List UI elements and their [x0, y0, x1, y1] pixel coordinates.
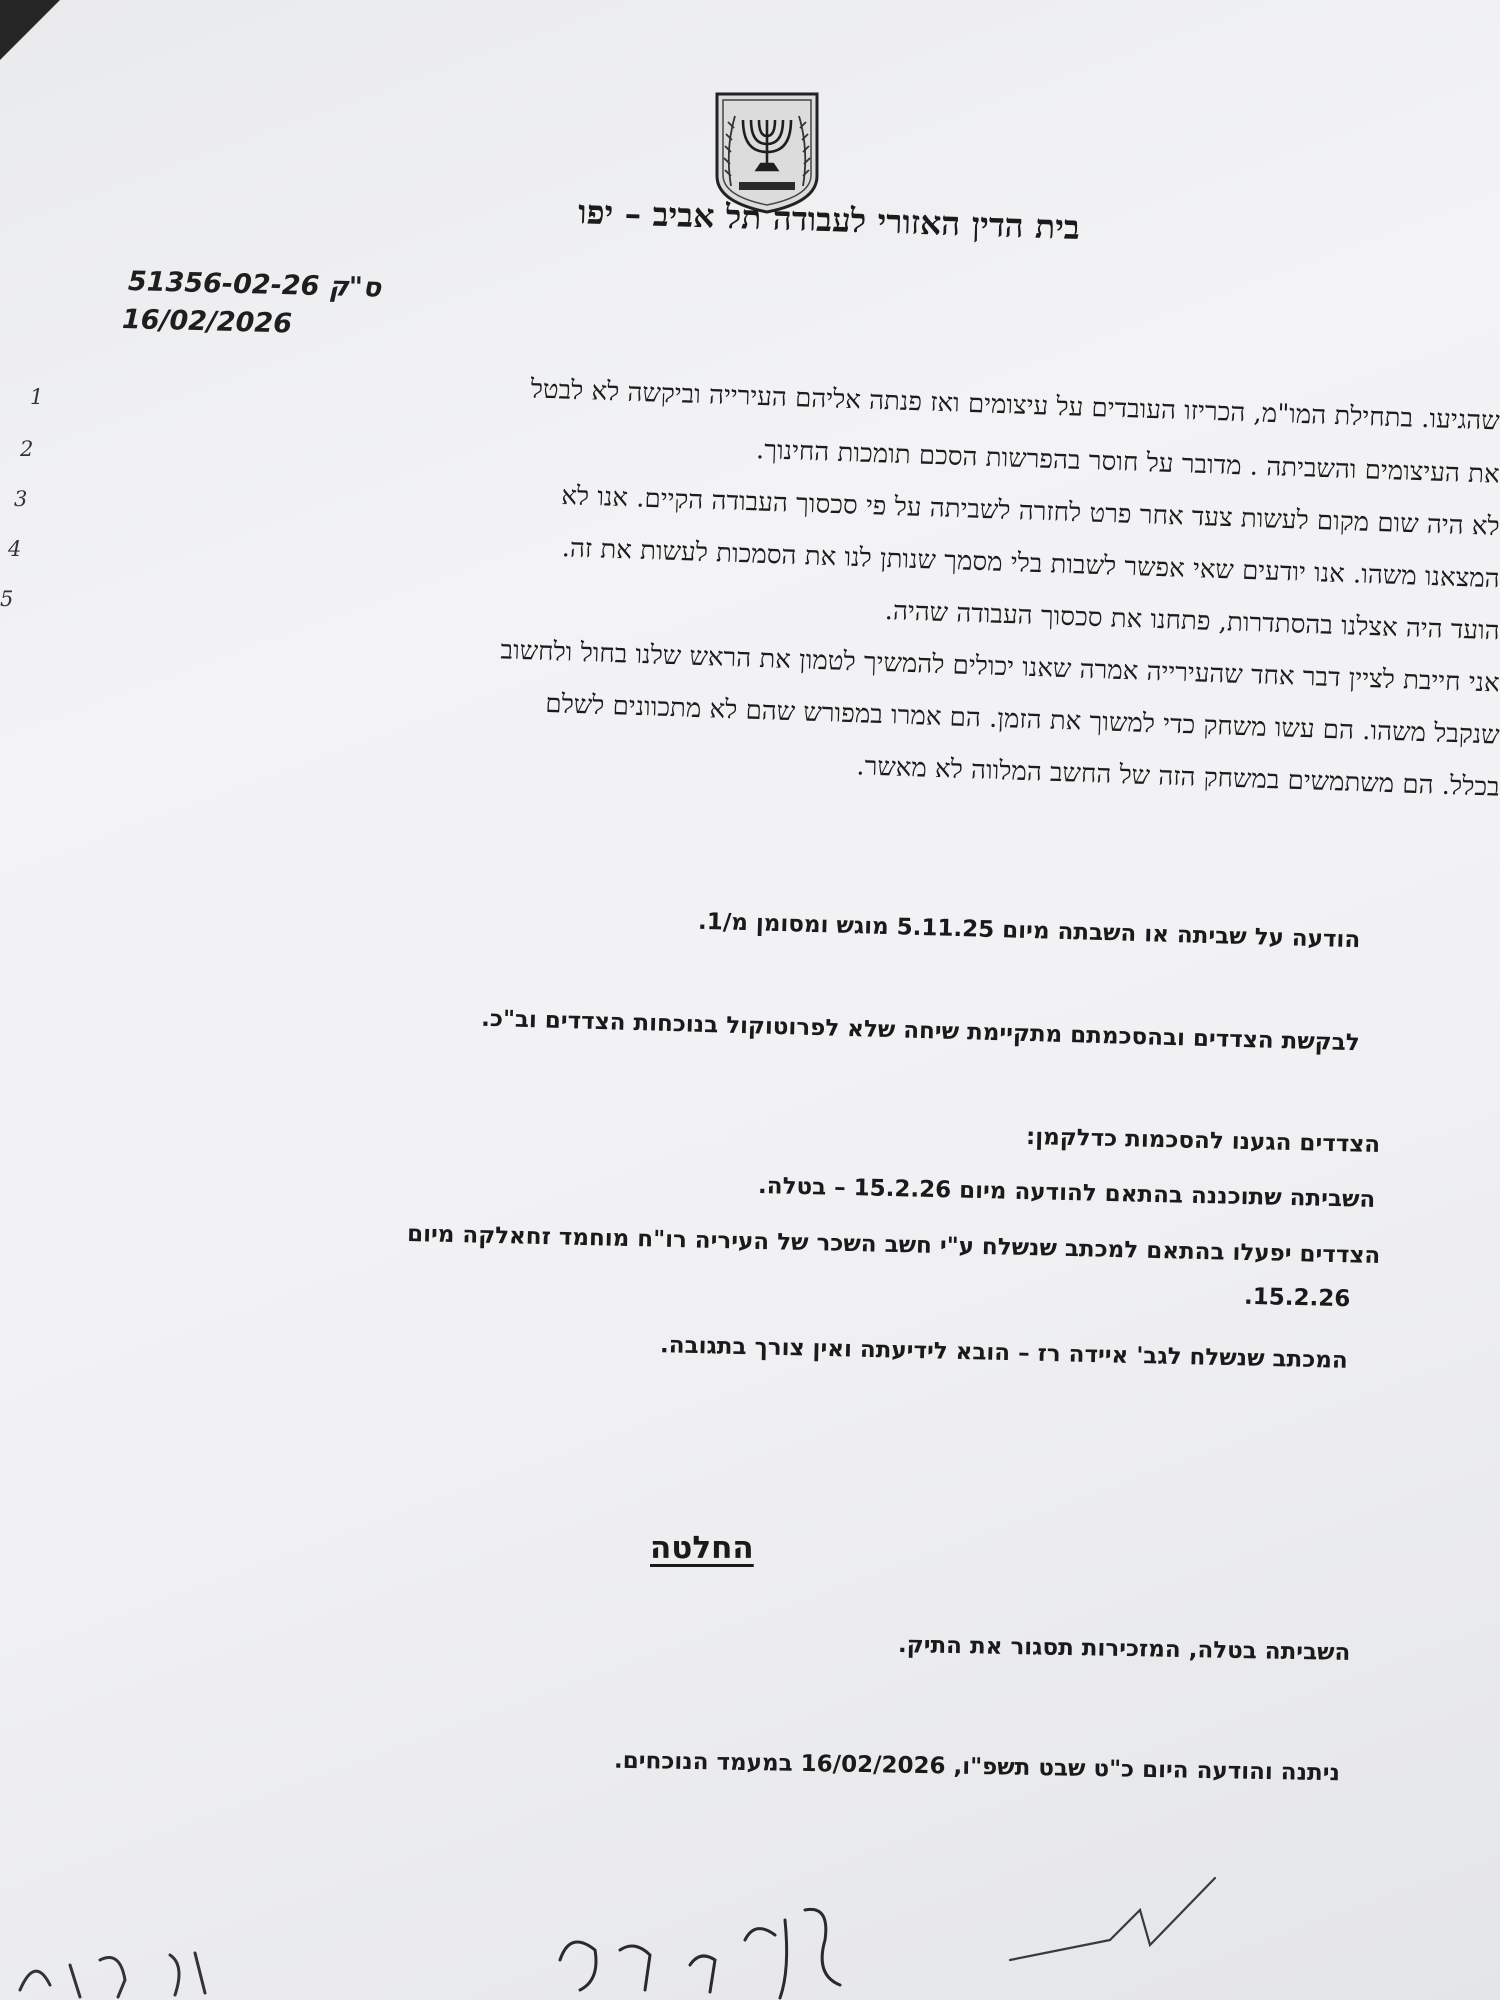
line-number: 1 — [30, 385, 44, 409]
protocol-line: אני חייבת לציין דבר אחד שהעירייה אמרה שאנו יכולים להמשיך לטמון את הראש שלנו בחול ולחשוב — [500, 635, 1500, 699]
page-corner-shadow — [0, 0, 60, 60]
agreements-intro: הצדדים הגענו להסכמות כדלקמן: — [1025, 1123, 1381, 1159]
judge-signature-icon — [540, 1880, 860, 2000]
protocol-line: הועד היה אצלנו בהסתדרות, פתחנו את סכסוך העבודה שהיה. — [884, 595, 1500, 647]
request-line: לבקשת הצדדים ובהסכמתם מתקיימת שיחה שלא לפרוטוקול בנוכחות הצדדים וב"כ. — [481, 1005, 1361, 1057]
decision-heading: החלטה — [650, 1530, 754, 1566]
protocol-line: את העיצומים והשביתה . מדובר על חוסר בהפרשות הסכם תומכות החינוך. — [755, 435, 1500, 490]
court-name: בית הדין האזורי לעבודה תל אביב – יפו — [577, 192, 1081, 247]
line-number: 2 — [20, 437, 34, 461]
case-date: 16/02/2026 — [121, 304, 293, 340]
protocol-line: שהגיעו. בתחילת המו"מ, הכריזו העובדים על עיצומים ואז פנתה אליהם העירייה וביקשה לא לבטל — [530, 374, 1500, 437]
state-emblem-icon — [713, 90, 821, 214]
agreement-item: המכתב שנשלח לגב' איידה רז – הובא לידיעתה ואין צורך בתגובה. — [659, 1332, 1349, 1374]
agreement-item: הצדדים יפעלו בהתאם למכתב שנשלח ע"י חשב השכר של העיריה רו"ח מוחמד זחאלקה מיום — [406, 1220, 1381, 1270]
protocol-line: לא היה שום מקום לעשות צעד אחר פרט לחזרה לשביתה על פי סכסוך העבודה הקיים. אנו לא — [560, 480, 1500, 543]
decision-given-line: ניתנה והודעה היום כ"ט שבט תשפ"ו, 16/02/2026 במעמד הנוכחים. — [613, 1747, 1341, 1787]
protocol-line: בכלל. הם משתמשים במשחק הזה של החשב המלווה לא מאשר. — [855, 751, 1500, 803]
protocol-line: המצאנו משהו. אנו יודעים שאי אפשר לשבות בלי מסמך שנותן לנו את הסמכות לעשות את זה. — [561, 533, 1500, 595]
secondary-signature-icon — [10, 1935, 230, 2000]
notice-line: הודעה על שביתה או השבתה מיום 5.11.25 מוגש ומסומן מ/1. — [697, 908, 1361, 954]
line-number: 3 — [14, 487, 28, 511]
signature-mark-icon — [1000, 1870, 1230, 1980]
case-number: ס"ק 51356-02-26 — [127, 266, 382, 304]
agreement-item: 15.2.26. — [1243, 1283, 1351, 1313]
line-number: 5 — [0, 587, 14, 611]
decision-text: השביתה בטלה, המזכירות תסגור את התיק. — [897, 1632, 1351, 1666]
protocol-line: שנקבל משהו. הם עשו משחק כדי למשוך את הזמן. הם אמרו במפורש שהם לא מתכוונים לשלם — [544, 688, 1500, 751]
line-number: 4 — [8, 537, 22, 561]
agreement-item: השביתה שתוכננה בהתאם להודעה מיום 15.2.26 – בטלה. — [757, 1173, 1376, 1213]
